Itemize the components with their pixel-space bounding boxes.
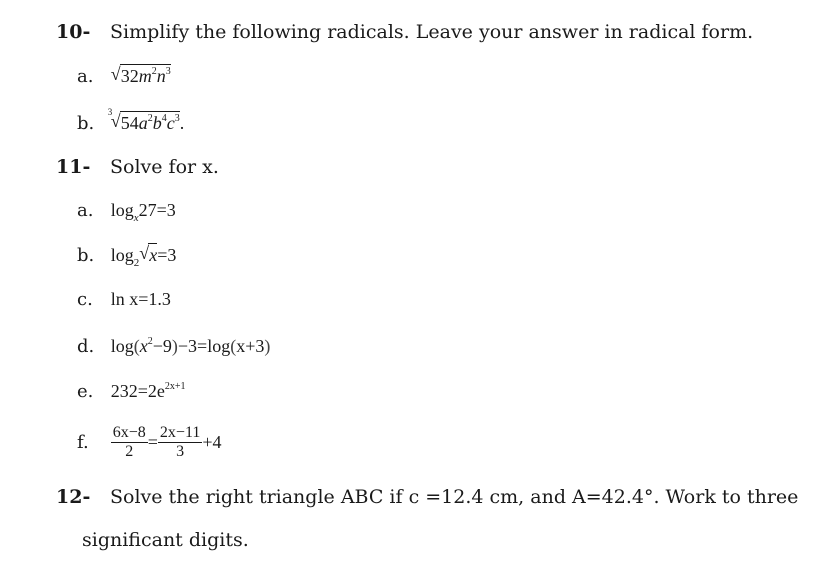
expression: =3 <box>157 245 177 265</box>
exponent: 2x+1 <box>164 381 186 392</box>
q11-item-c <box>77 289 171 310</box>
numerator: 6x−8 <box>112 424 146 441</box>
question-number: 11- <box>56 156 91 178</box>
question-10 <box>56 21 753 43</box>
cube-root: 3 √ $54a^2b^4c^3$ <box>107 107 180 133</box>
item-label: f. <box>77 432 89 453</box>
expression: x+3 <box>236 336 265 356</box>
expression: −9 <box>152 336 172 356</box>
variable: n <box>156 66 166 86</box>
denominator: 3 <box>176 443 185 460</box>
root-index: 3 <box>107 107 113 117</box>
log-function: log <box>110 336 134 356</box>
log-function: log <box>110 245 134 265</box>
square-root: √ x <box>139 243 158 265</box>
variable: x <box>139 336 148 356</box>
period: . <box>179 113 185 133</box>
q11-item-b <box>77 243 177 269</box>
log-base: 2 <box>133 257 140 269</box>
item-label: a. <box>77 200 94 221</box>
expression: ln x=1.3 <box>110 289 171 309</box>
expression: 232=2e <box>110 381 165 401</box>
coefficient: 54 <box>120 113 139 133</box>
item-label: a. <box>77 66 94 87</box>
variable: a <box>138 113 148 133</box>
expression: +4 <box>202 432 222 452</box>
exponent: 2 <box>151 66 157 77</box>
q11-item-e <box>77 381 186 402</box>
numerator: 2x−11 <box>159 424 201 441</box>
question-text: Simplify the following radicals. Leave your answer in radical form. <box>110 21 754 43</box>
q11-item-a <box>77 200 176 224</box>
item-label: b. <box>77 245 95 266</box>
item-label: d. <box>77 336 95 357</box>
expression: −3=log <box>177 336 231 356</box>
question-number: 10- <box>56 21 91 43</box>
exponent: 2 <box>147 336 153 347</box>
exponent: 3 <box>174 113 180 124</box>
question-11 <box>56 156 219 178</box>
exponent: 3 <box>165 66 171 77</box>
fraction <box>158 424 202 461</box>
variable: c <box>166 113 175 133</box>
question-text-continued: significant digits. <box>82 529 249 551</box>
fraction <box>111 424 148 461</box>
equals-sign: = <box>147 432 158 452</box>
q10-item-b <box>77 107 185 134</box>
variable: m <box>138 66 152 86</box>
question-text: Solve the right triangle ABC if c =12.4 cm, and A=42.4°. Work to three <box>110 486 799 508</box>
variable: b <box>152 113 162 133</box>
expression: 27=3 <box>138 200 176 220</box>
question-12 <box>56 486 798 508</box>
exponent: 4 <box>161 113 167 124</box>
question-number: 12- <box>56 486 91 508</box>
square-root: √ $32m^2n^3$ <box>110 64 171 86</box>
variable: x <box>149 245 158 265</box>
log-base: x <box>133 212 139 224</box>
q11-item-d: d. $\log(x^2-9)-3=\log(x+3)$ <box>77 336 271 357</box>
log-function: log <box>110 200 134 220</box>
item-label: c. <box>77 289 93 310</box>
denominator: 2 <box>125 443 134 460</box>
question-text: Solve for x. <box>110 156 219 178</box>
q11-item-f <box>77 424 222 461</box>
item-label: b. <box>77 113 95 134</box>
exponent: 2 <box>147 113 153 124</box>
item-label: e. <box>77 381 94 402</box>
coefficient: 32 <box>120 66 139 86</box>
q10-item-a <box>77 66 171 87</box>
